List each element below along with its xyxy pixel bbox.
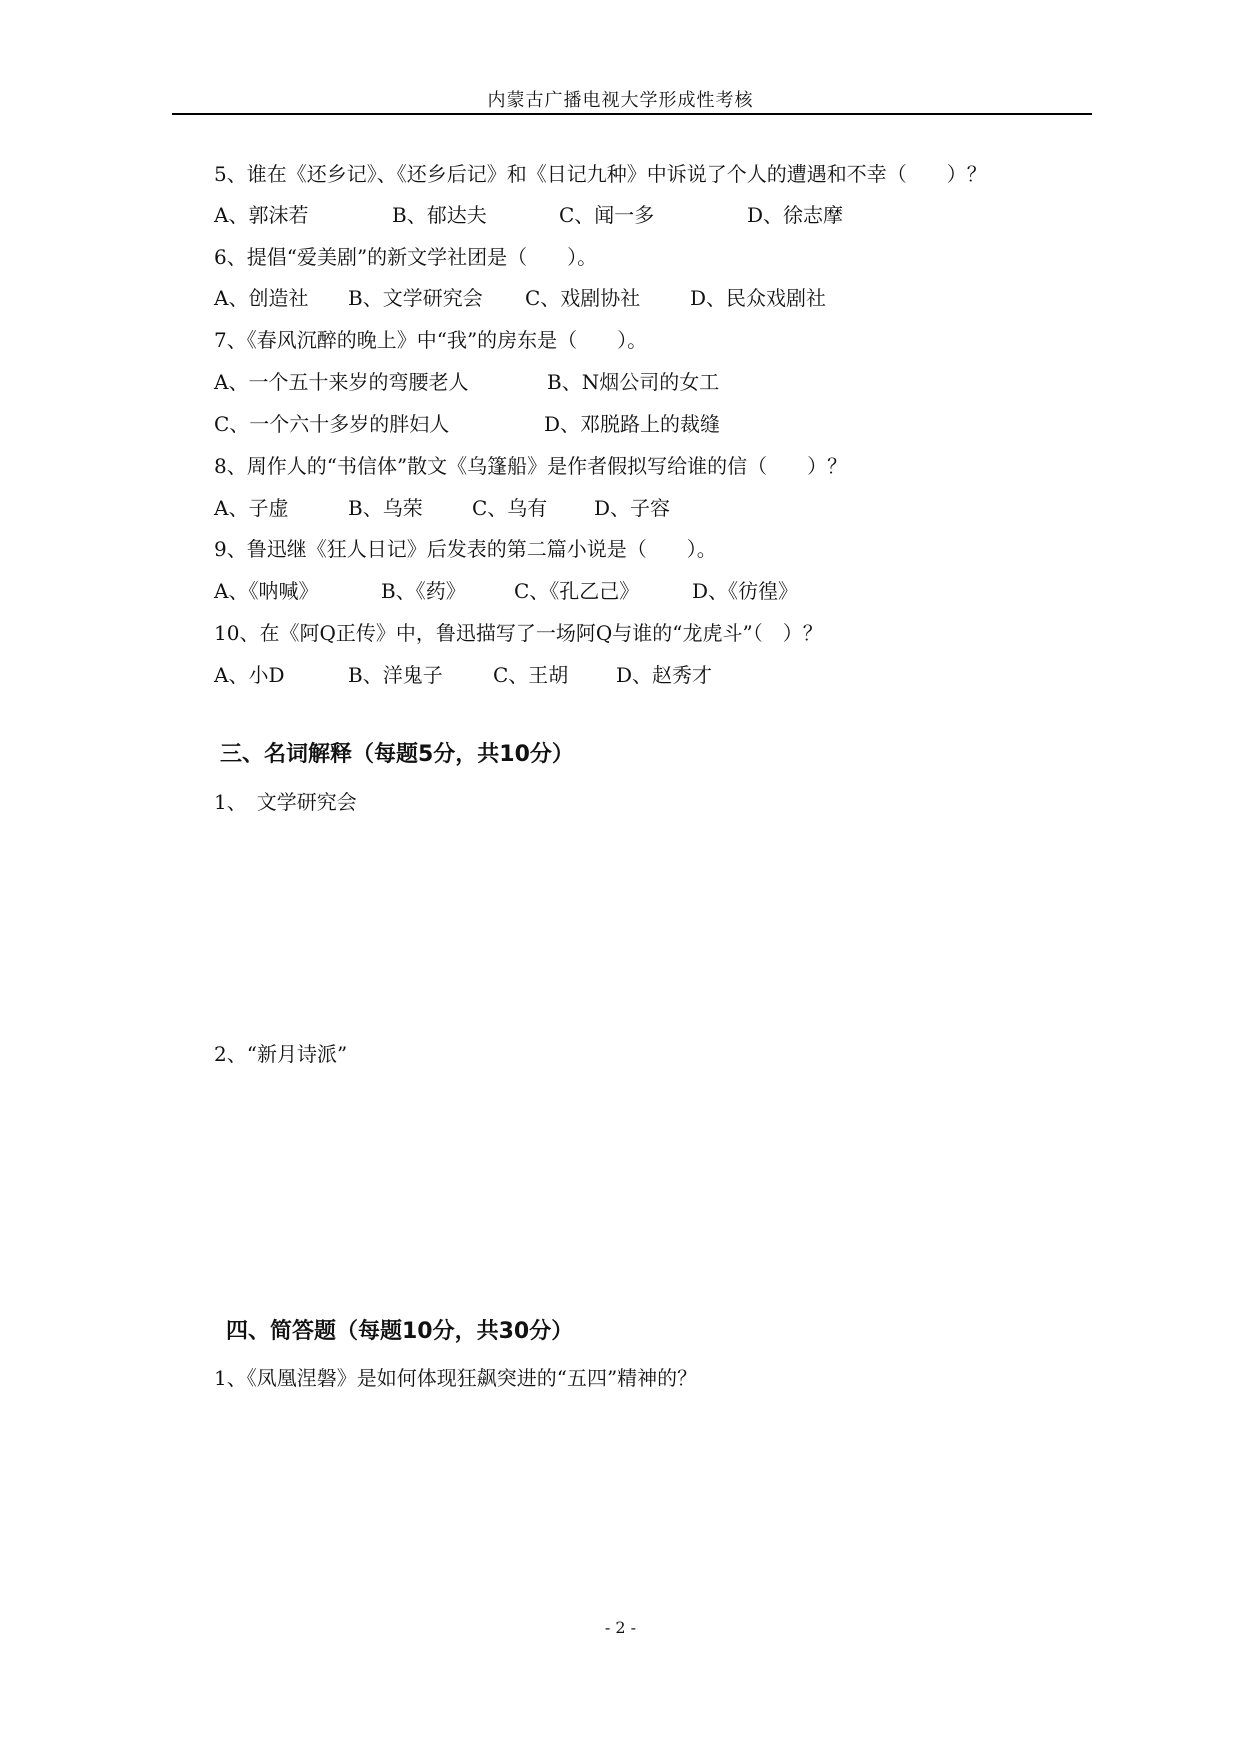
option-a: A、创造社 (214, 286, 309, 310)
term-2: 2、“新月诗派” (214, 1042, 348, 1066)
option-b: B、文学研究会 (348, 286, 483, 310)
question-6: 6、提倡“爱美剧”的新文学社团是（ ）。 (214, 245, 598, 269)
question-5: 5、谁在《还乡记》、《还乡后记》和《日记九种》中诉说了个人的遭遇和不幸（ ）？ (214, 162, 987, 186)
question-5-options (214, 201, 1114, 229)
header-rule (172, 113, 1092, 115)
question-8: 8、周作人的“书信体”散文《乌篷船》是作者假拟写给谁的信（ ）？ (214, 454, 848, 478)
question-10-options (214, 661, 1114, 689)
option-a: A、郭沫若 (214, 203, 309, 227)
question-7-options-row2 (214, 410, 1114, 438)
section-3-heading: 三、名词解释（每题5分，共10分） (220, 742, 574, 767)
question-7-options-row1 (214, 368, 1114, 396)
question-7: 7、《春风沉醉的晚上》中“我”的房东是（ ）。 (214, 328, 648, 352)
option-b: B、郁达夫 (392, 203, 487, 227)
question-9-options (214, 577, 1114, 605)
option-d: D、邓脱路上的裁缝 (544, 412, 721, 436)
question-9: 9、鲁迅继《狂人日记》后发表的第二篇小说是（ ）。 (214, 537, 717, 561)
question-10: 10、在《阿Q正传》中，鲁迅描写了一场阿Q与谁的“龙虎斗”（ ）？ (214, 621, 823, 645)
term-1: 1、 文学研究会 (214, 790, 357, 814)
option-d: D、子容 (594, 496, 671, 520)
option-a: A、子虚 (214, 496, 289, 520)
option-c: C、一个六十多岁的胖妇人 (214, 412, 450, 436)
option-c: C、戏剧协社 (525, 286, 641, 310)
question-6-options (214, 284, 1114, 312)
option-d: D、赵秀才 (616, 663, 713, 687)
section-4-heading: 四、简答题（每题10分，共30分） (226, 1319, 574, 1344)
option-a: A、《呐喊》 (214, 579, 319, 603)
option-b: B、N烟公司的女工 (547, 370, 720, 394)
option-b: B、《药》 (381, 579, 466, 603)
option-d: D、《彷徨》 (692, 579, 799, 603)
option-c: C、闻一多 (559, 203, 655, 227)
option-b: B、乌荣 (348, 496, 423, 520)
option-c: C、王胡 (493, 663, 569, 687)
option-b: B、洋鬼子 (348, 663, 443, 687)
header-title: 内蒙古广播电视大学形成性考核 (487, 90, 754, 111)
page-number: - 2 - (604, 1618, 637, 1637)
short-answer-1: 1、《凤凰涅磐》是如何体现狂飙突进的“五四”精神的？ (214, 1366, 698, 1390)
option-d: D、民众戏剧社 (690, 286, 827, 310)
question-8-options (214, 494, 1114, 522)
option-c: C、乌有 (472, 496, 548, 520)
option-d: D、徐志摩 (747, 203, 844, 227)
option-a: A、小D (214, 663, 285, 687)
option-c: C、《孔乙己》 (514, 579, 640, 603)
option-a: A、一个五十来岁的弯腰老人 (214, 370, 469, 394)
